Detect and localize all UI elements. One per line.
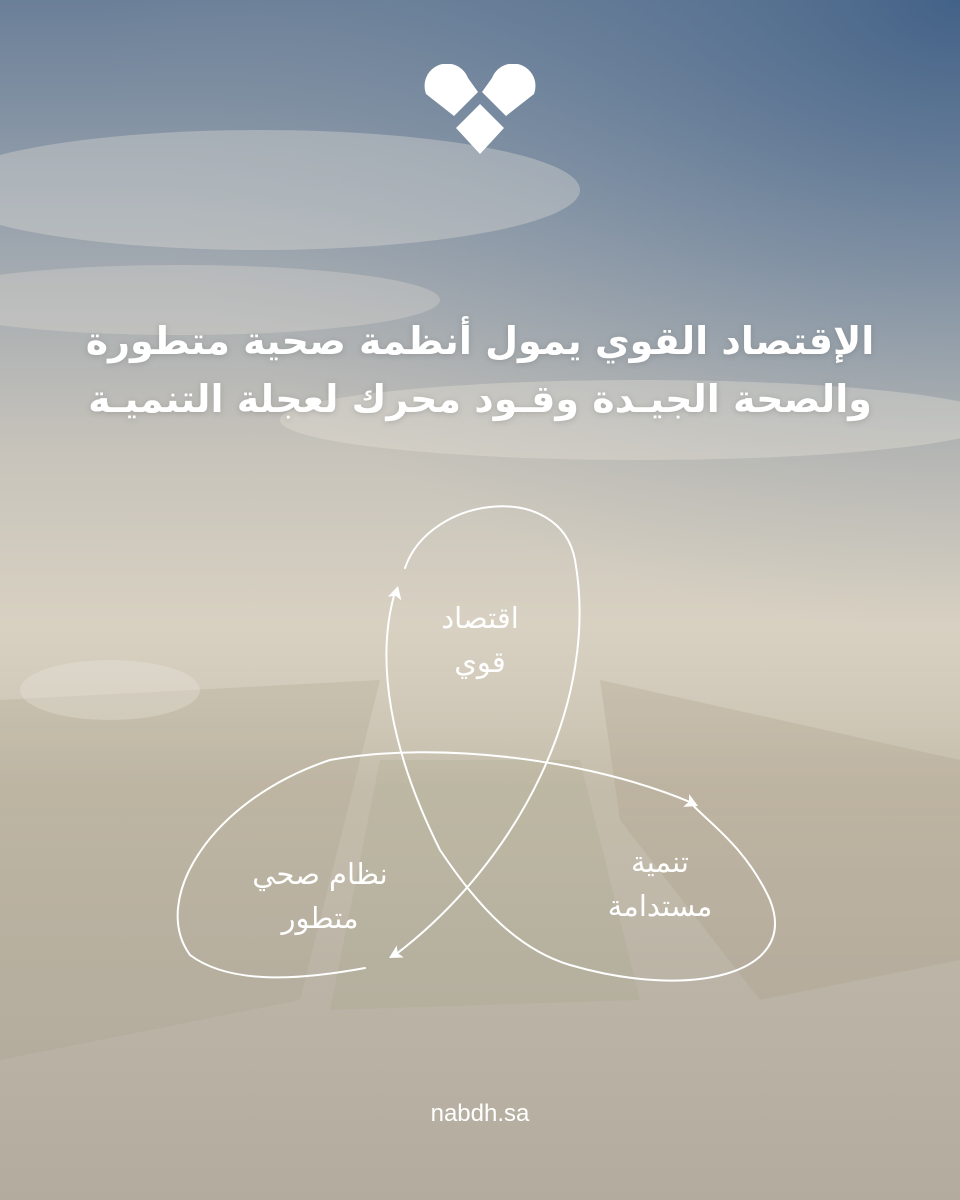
headline-line-2: والصحة الجيـدة وقـود محرك لعجلة التنميـة <box>88 377 872 421</box>
node-advanced-health-system <box>210 852 430 940</box>
headline-line-1: الإقتصاد القوي يمول أنظمة صحية متطورة <box>85 319 875 363</box>
node-strong-economy <box>390 596 570 684</box>
website-link[interactable]: nabdh.sa <box>430 1100 530 1127</box>
loop-development-return <box>330 752 690 802</box>
node-label-line: قوي <box>454 645 506 679</box>
node-label-line: متطور <box>281 901 359 935</box>
node-label-line: اقتصاد <box>441 601 519 635</box>
node-label-line: تنمية <box>631 845 689 879</box>
node-label-line: نظام صحي <box>252 857 388 891</box>
node-label-line: مستدامة <box>607 889 713 923</box>
node-sustainable-development <box>560 840 760 928</box>
arrow-head-icon <box>386 945 404 964</box>
